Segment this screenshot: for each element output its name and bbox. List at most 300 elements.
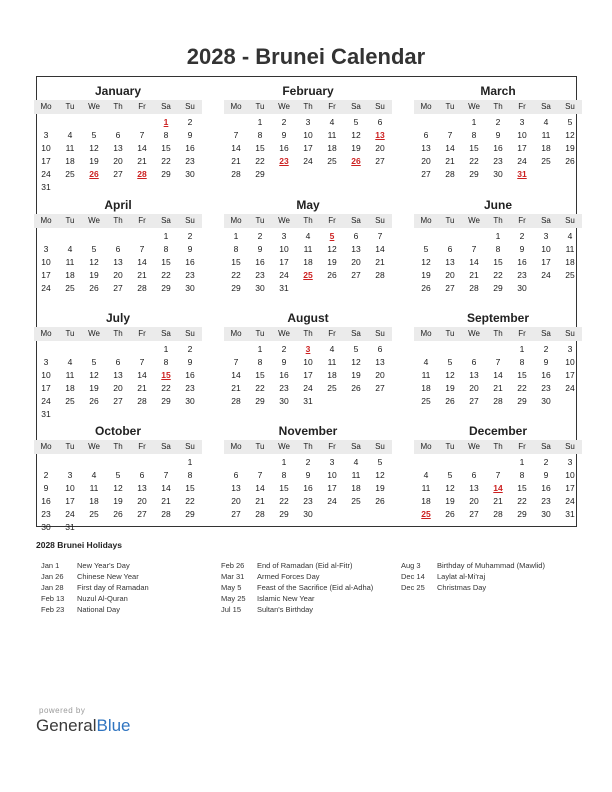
month-november (224, 423, 392, 521)
holiday-date: Jul 15 (221, 605, 242, 614)
day-cell: 22 (517, 496, 527, 506)
day-cell: 18 (327, 370, 337, 380)
empty-cell (438, 230, 462, 243)
holiday-row (41, 571, 149, 582)
empty-cell (224, 343, 248, 356)
holiday-day-cell: 3 (305, 344, 311, 354)
day-cell: 26 (565, 156, 575, 166)
day-cell: 9 (305, 470, 311, 480)
day-cell: 1 (519, 457, 525, 467)
month-name: June (483, 198, 512, 212)
day-cell: 23 (185, 270, 195, 280)
day-cell: 2 (543, 344, 549, 354)
day-cell: 27 (113, 283, 123, 293)
day-cell: 29 (255, 396, 265, 406)
weekday-label: Mo (230, 216, 242, 225)
day-cell: 14 (469, 257, 479, 267)
empty-cell (414, 116, 438, 129)
day-cell: 14 (137, 257, 147, 267)
day-cell: 29 (493, 283, 503, 293)
day-cell: 1 (495, 231, 501, 241)
day-cell: 5 (353, 117, 359, 127)
weekday-label: Fr (328, 102, 336, 111)
day-cell: 24 (41, 396, 51, 406)
day-cell: 5 (447, 470, 453, 480)
empty-cell (130, 343, 154, 356)
day-cell: 12 (89, 143, 99, 153)
weekday-label: Su (565, 442, 575, 451)
day-cell: 5 (115, 470, 121, 480)
empty-cell (106, 456, 130, 469)
day-cell: 14 (375, 244, 385, 254)
month-name: March (480, 84, 516, 98)
month-september (414, 310, 582, 408)
day-cell: 16 (303, 483, 313, 493)
day-cell: 2 (257, 231, 263, 241)
day-cell: 13 (469, 370, 479, 380)
day-cell: 8 (257, 130, 263, 140)
day-cell: 9 (187, 130, 193, 140)
day-cell: 9 (257, 244, 263, 254)
holiday-row (41, 604, 149, 615)
day-cell: 21 (137, 383, 147, 393)
day-cell: 27 (137, 509, 147, 519)
day-cell: 10 (41, 257, 51, 267)
holiday-column-3 (401, 560, 545, 593)
day-cell: 23 (185, 156, 195, 166)
day-cell: 11 (565, 244, 575, 254)
day-cell: 14 (137, 370, 147, 380)
day-cell: 23 (493, 156, 503, 166)
holiday-date: Feb 23 (41, 605, 65, 614)
day-cell: 7 (139, 130, 145, 140)
day-cell: 14 (161, 483, 171, 493)
empty-cell (82, 230, 106, 243)
day-cell: 17 (303, 143, 313, 153)
day-cell: 29 (469, 169, 479, 179)
day-cell: 30 (303, 509, 313, 519)
holiday-row (41, 560, 149, 571)
weekday-label: Su (185, 442, 195, 451)
day-cell: 21 (493, 496, 503, 506)
day-cell: 31 (41, 182, 51, 192)
day-cell: 22 (161, 156, 171, 166)
month-april (34, 197, 202, 295)
holiday-column-2 (221, 560, 373, 615)
weekday-label: Fr (518, 329, 526, 338)
day-cell: 2 (495, 117, 501, 127)
holiday-day-cell: 5 (329, 231, 335, 241)
day-cell: 11 (421, 483, 431, 493)
day-cell: 20 (113, 270, 123, 280)
weekday-label: Th (113, 216, 123, 225)
day-cell: 1 (257, 117, 263, 127)
holiday-date: Jan 28 (41, 583, 64, 592)
holiday-day-cell: 14 (493, 483, 503, 493)
holiday-name: Chinese New Year (77, 572, 139, 581)
day-cell: 2 (43, 470, 49, 480)
day-cell: 15 (161, 143, 171, 153)
weekday-label: Th (113, 329, 123, 338)
weekday-label: Mo (230, 102, 242, 111)
day-cell: 3 (67, 470, 73, 480)
day-cell: 4 (67, 357, 73, 367)
holiday-date: Aug 3 (401, 561, 421, 570)
weekday-label: Sa (351, 442, 361, 451)
day-cell: 10 (565, 470, 575, 480)
day-cell: 13 (113, 143, 123, 153)
weekday-label: Fr (138, 329, 146, 338)
day-cell: 4 (543, 117, 549, 127)
day-cell: 29 (517, 509, 527, 519)
day-cell: 3 (543, 231, 549, 241)
empty-cell (130, 456, 154, 469)
day-cell: 26 (113, 509, 123, 519)
day-cell: 18 (303, 257, 313, 267)
month-july (34, 310, 202, 421)
day-grid (34, 456, 202, 534)
day-cell: 1 (281, 457, 287, 467)
day-cell: 3 (519, 117, 525, 127)
day-cell: 11 (65, 143, 75, 153)
day-cell: 20 (375, 370, 385, 380)
day-cell: 1 (233, 231, 239, 241)
day-cell: 26 (445, 396, 455, 406)
day-cell: 10 (303, 357, 313, 367)
holiday-date: May 5 (221, 583, 242, 592)
weekday-label: Fr (518, 442, 526, 451)
day-cell: 17 (565, 483, 575, 493)
holiday-row (221, 571, 373, 582)
day-cell: 3 (43, 357, 49, 367)
day-cell: 27 (231, 509, 241, 519)
weekday-label: Th (493, 329, 503, 338)
day-cell: 24 (565, 383, 575, 393)
weekday-header (414, 100, 582, 114)
day-cell: 4 (329, 344, 335, 354)
holiday-name: New Year's Day (77, 561, 130, 570)
day-cell: 11 (421, 370, 431, 380)
day-cell: 29 (185, 509, 195, 519)
empty-cell (414, 456, 438, 469)
day-cell: 6 (423, 130, 429, 140)
day-cell: 6 (377, 344, 383, 354)
weekday-label: Tu (445, 329, 455, 338)
day-cell: 30 (493, 169, 503, 179)
day-cell: 12 (351, 130, 361, 140)
empty-cell (58, 230, 82, 243)
weekday-label: Sa (541, 216, 551, 225)
holiday-day-cell: 15 (161, 370, 171, 380)
day-cell: 13 (445, 257, 455, 267)
day-cell: 11 (65, 370, 75, 380)
day-cell: 7 (377, 231, 383, 241)
day-cell: 27 (351, 270, 361, 280)
day-cell: 20 (469, 496, 479, 506)
holiday-row (221, 593, 373, 604)
day-cell: 31 (303, 396, 313, 406)
day-cell: 28 (161, 509, 171, 519)
day-cell: 20 (113, 156, 123, 166)
day-cell: 22 (493, 270, 503, 280)
day-cell: 15 (469, 143, 479, 153)
day-cell: 28 (137, 396, 147, 406)
day-grid (34, 343, 202, 421)
day-cell: 22 (469, 156, 479, 166)
day-cell: 28 (255, 509, 265, 519)
holiday-row (221, 604, 373, 615)
empty-cell (224, 456, 248, 469)
day-cell: 17 (327, 483, 337, 493)
month-may (224, 197, 392, 295)
holiday-day-cell: 25 (303, 270, 313, 280)
day-cell: 19 (113, 496, 123, 506)
weekday-label: We (278, 102, 290, 111)
day-cell: 22 (279, 496, 289, 506)
day-cell: 25 (565, 270, 575, 280)
weekday-label: Fr (138, 216, 146, 225)
day-cell: 22 (185, 496, 195, 506)
day-cell: 30 (185, 169, 195, 179)
day-cell: 24 (41, 283, 51, 293)
weekday-label: Su (185, 329, 195, 338)
weekday-label: Sa (541, 329, 551, 338)
weekday-header (224, 214, 392, 228)
weekday-label: Sa (351, 102, 361, 111)
month-name: July (105, 311, 130, 325)
weekday-label: Tu (65, 102, 75, 111)
holiday-date: Jan 26 (41, 572, 64, 581)
weekday-label: Th (493, 102, 503, 111)
day-cell: 7 (163, 470, 169, 480)
day-cell: 8 (233, 244, 239, 254)
weekday-label: Th (113, 102, 123, 111)
empty-cell (34, 343, 58, 356)
day-cell: 16 (185, 257, 195, 267)
day-cell: 16 (541, 370, 551, 380)
holiday-row (41, 593, 149, 604)
day-cell: 18 (65, 270, 75, 280)
weekday-header (34, 327, 202, 341)
day-cell: 21 (375, 257, 385, 267)
holiday-name: Feast of the Sacrifice (Eid al-Adha) (257, 583, 374, 592)
day-cell: 20 (113, 383, 123, 393)
weekday-label: Tu (65, 442, 75, 451)
day-grid (414, 230, 582, 295)
holiday-day-cell: 13 (375, 130, 385, 140)
empty-cell (462, 456, 486, 469)
holiday-date: Dec 14 (401, 572, 425, 581)
day-cell: 18 (565, 257, 575, 267)
month-name: April (104, 198, 132, 212)
logo-general: General (36, 716, 97, 735)
weekday-header (414, 214, 582, 228)
day-cell: 9 (543, 470, 549, 480)
holiday-date: Jan 1 (41, 561, 60, 570)
day-cell: 7 (495, 357, 501, 367)
day-cell: 12 (113, 483, 123, 493)
weekday-label: Su (375, 329, 385, 338)
month-december (414, 423, 582, 521)
weekday-label: Th (303, 442, 313, 451)
empty-cell (58, 456, 82, 469)
day-cell: 25 (65, 396, 75, 406)
day-cell: 3 (567, 344, 573, 354)
weekday-label: We (468, 442, 480, 451)
weekday-label: Mo (40, 102, 52, 111)
day-cell: 20 (469, 383, 479, 393)
day-cell: 12 (89, 257, 99, 267)
weekday-label: Mo (40, 216, 52, 225)
day-cell: 9 (495, 130, 501, 140)
day-cell: 11 (89, 483, 99, 493)
day-cell: 7 (471, 244, 477, 254)
weekday-label: Tu (65, 329, 75, 338)
empty-cell (58, 343, 82, 356)
day-cell: 15 (279, 483, 289, 493)
day-cell: 23 (541, 496, 551, 506)
month-october (34, 423, 202, 534)
day-cell: 12 (327, 244, 337, 254)
day-cell: 24 (303, 383, 313, 393)
day-cell: 2 (543, 457, 549, 467)
weekday-label: We (468, 329, 480, 338)
holiday-row (401, 571, 545, 582)
day-cell: 15 (161, 257, 171, 267)
holiday-row (221, 582, 373, 593)
weekday-label: Th (303, 216, 313, 225)
day-cell: 3 (281, 231, 287, 241)
weekday-label: Tu (255, 216, 265, 225)
day-cell: 8 (163, 130, 169, 140)
month-name: October (94, 424, 141, 438)
holiday-date: Feb 26 (221, 561, 245, 570)
day-cell: 4 (305, 231, 311, 241)
day-cell: 4 (423, 470, 429, 480)
day-cell: 22 (255, 156, 265, 166)
day-cell: 4 (329, 117, 335, 127)
day-cell: 6 (471, 470, 477, 480)
day-cell: 18 (327, 143, 337, 153)
empty-cell (486, 456, 510, 469)
weekday-label: Mo (420, 216, 432, 225)
weekday-label: Sa (161, 442, 171, 451)
month-june (414, 197, 582, 295)
day-cell: 13 (113, 370, 123, 380)
holiday-day-cell: 23 (279, 156, 289, 166)
empty-cell (82, 456, 106, 469)
day-cell: 27 (375, 156, 385, 166)
holiday-day-cell: 1 (163, 117, 169, 127)
day-cell: 23 (303, 496, 313, 506)
day-cell: 25 (327, 156, 337, 166)
day-cell: 21 (161, 496, 171, 506)
day-cell: 18 (351, 483, 361, 493)
day-cell: 12 (565, 130, 575, 140)
day-cell: 22 (255, 383, 265, 393)
day-cell: 5 (377, 457, 383, 467)
day-cell: 23 (517, 270, 527, 280)
day-cell: 17 (565, 370, 575, 380)
day-grid (224, 230, 392, 295)
day-cell: 17 (41, 156, 51, 166)
day-cell: 10 (565, 357, 575, 367)
weekday-label: Tu (255, 329, 265, 338)
month-name: May (296, 198, 320, 212)
day-cell: 6 (115, 244, 121, 254)
day-cell: 24 (65, 509, 75, 519)
day-cell: 4 (423, 357, 429, 367)
weekday-label: Fr (328, 216, 336, 225)
day-cell: 27 (445, 283, 455, 293)
day-cell: 18 (421, 496, 431, 506)
day-cell: 16 (185, 370, 195, 380)
holiday-row (41, 582, 149, 593)
day-cell: 6 (139, 470, 145, 480)
day-cell: 28 (493, 509, 503, 519)
holiday-name: National Day (77, 605, 120, 614)
day-cell: 6 (471, 357, 477, 367)
day-cell: 6 (377, 117, 383, 127)
day-cell: 23 (279, 383, 289, 393)
day-cell: 30 (541, 396, 551, 406)
day-cell: 18 (541, 143, 551, 153)
day-cell: 10 (279, 244, 289, 254)
day-cell: 3 (305, 117, 311, 127)
day-cell: 28 (137, 283, 147, 293)
holiday-name: Nuzul Al-Quran (77, 594, 128, 603)
day-cell: 24 (303, 156, 313, 166)
empty-cell (82, 116, 106, 129)
empty-cell (82, 343, 106, 356)
weekday-label: We (88, 329, 100, 338)
day-cell: 30 (517, 283, 527, 293)
day-cell: 6 (233, 470, 239, 480)
weekday-label: Fr (138, 102, 146, 111)
day-cell: 12 (445, 483, 455, 493)
weekday-label: Fr (328, 329, 336, 338)
holiday-column-1 (41, 560, 149, 615)
empty-cell (414, 230, 438, 243)
day-cell: 29 (279, 509, 289, 519)
generalblue-logo[interactable] (36, 706, 131, 736)
day-cell: 6 (115, 130, 121, 140)
day-cell: 27 (113, 169, 123, 179)
day-cell: 11 (541, 130, 551, 140)
day-cell: 19 (89, 270, 99, 280)
weekday-header (414, 327, 582, 341)
day-cell: 11 (65, 257, 75, 267)
empty-cell (248, 456, 272, 469)
day-cell: 5 (567, 117, 573, 127)
day-cell: 29 (161, 169, 171, 179)
month-name: September (466, 311, 530, 325)
weekday-label: Th (493, 442, 503, 451)
empty-cell (154, 456, 178, 469)
day-cell: 14 (231, 143, 241, 153)
day-cell: 2 (281, 344, 287, 354)
weekday-label: Th (303, 102, 313, 111)
weekday-label: We (278, 329, 290, 338)
day-cell: 20 (231, 496, 241, 506)
weekday-label: Tu (445, 102, 455, 111)
weekday-label: We (88, 216, 100, 225)
day-cell: 27 (469, 509, 479, 519)
day-cell: 2 (305, 457, 311, 467)
day-cell: 10 (541, 244, 551, 254)
day-cell: 2 (187, 231, 193, 241)
holiday-name: End of Ramadan (Eid al-Fitr) (257, 561, 353, 570)
